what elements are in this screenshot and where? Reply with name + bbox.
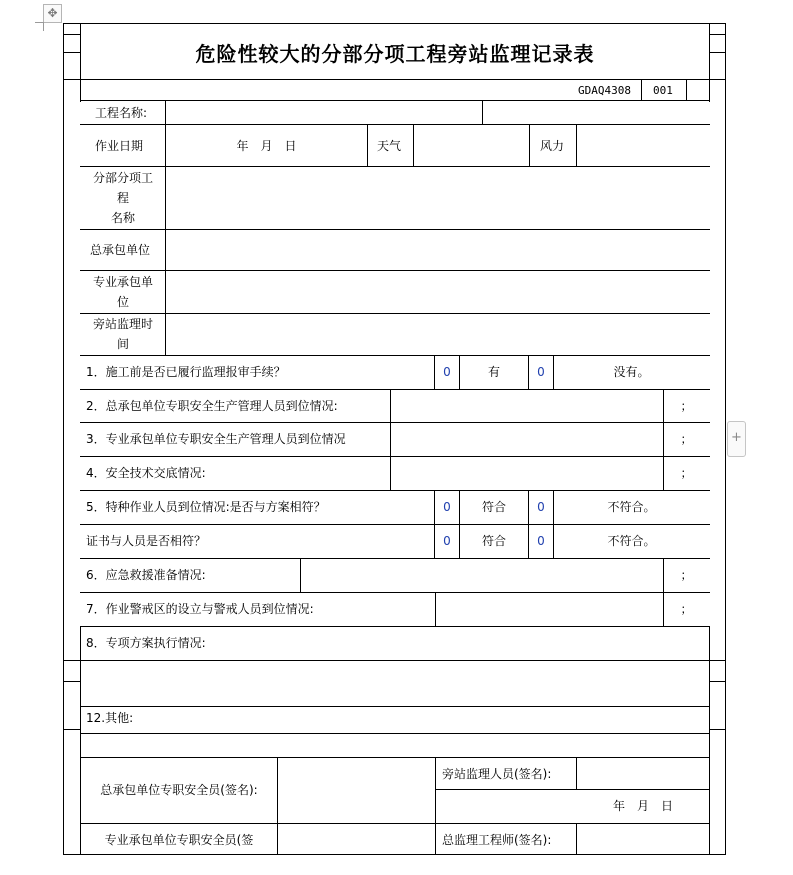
- q5-match-checkbox[interactable]: 0: [443, 500, 451, 514]
- doc-number: 001: [653, 84, 673, 97]
- question-8: 8．专项方案执行情况:: [86, 636, 206, 650]
- add-column-icon[interactable]: +: [727, 421, 746, 457]
- supervision-time-label: 旁站监理时: [92, 317, 153, 331]
- general-contractor-label: 总承包单位: [90, 243, 151, 257]
- supervision-time-field[interactable]: [166, 314, 709, 355]
- question-3: 3．专业承包单位专职安全生产管理人员到位情况: [86, 432, 346, 446]
- q1-no-checkbox[interactable]: 0: [537, 365, 545, 379]
- sub-project-label: 分部分项工: [92, 171, 153, 185]
- q6-answer-field[interactable]: [301, 559, 663, 592]
- corner-mark: [43, 22, 44, 31]
- move-table-icon[interactable]: ✥: [43, 4, 62, 23]
- q7-end-mark: ；: [680, 602, 693, 616]
- supervision-time-label-line2: 间: [116, 337, 129, 351]
- wind-field[interactable]: [577, 125, 709, 166]
- q3-end-mark: ；: [680, 432, 693, 446]
- corner-mark: [35, 22, 44, 23]
- sub-project-label-line2: 程: [116, 191, 129, 205]
- q1-yes-label: 有: [487, 365, 500, 379]
- gc-safety-signature-label: 总承包单位专职安全员(签名):: [100, 783, 258, 797]
- special-contractor-field[interactable]: [166, 271, 709, 313]
- q5-match-label: 符合: [481, 500, 506, 514]
- weather-field[interactable]: [414, 125, 529, 166]
- question-1: 1．施工前是否已履行监理报审手续？: [86, 365, 286, 379]
- sc-safety-signature-field[interactable]: [278, 824, 435, 854]
- q5-mismatch-label: 不符合。: [607, 500, 656, 514]
- q4-answer-field[interactable]: [391, 457, 663, 490]
- question-5: 5．特种作业人员到位情况:是否与方案相符？: [86, 500, 326, 514]
- q4-end-mark: ；: [680, 466, 693, 480]
- chief-engineer-signature-field[interactable]: [577, 824, 709, 854]
- q5b-mismatch-checkbox[interactable]: 0: [537, 534, 545, 548]
- work-date-label: 作业日期: [95, 139, 144, 153]
- gc-safety-signature-field[interactable]: [278, 758, 435, 823]
- q3-answer-field[interactable]: [391, 423, 663, 456]
- sub-project-label-line3: 名称: [110, 211, 135, 225]
- q8-answer-field[interactable]: [81, 661, 709, 706]
- q7-answer-field[interactable]: [436, 593, 663, 626]
- q12-answer-field[interactable]: [81, 734, 709, 757]
- site-supervisor-signature-label: 旁站监理人员(签名):: [442, 767, 552, 781]
- question-12: 12.其他:: [86, 711, 134, 725]
- special-contractor-label: 专业承包单: [92, 275, 153, 289]
- q2-end-mark: ；: [680, 399, 693, 413]
- work-date-field[interactable]: 年 月 日: [236, 139, 297, 153]
- general-contractor-field[interactable]: [166, 230, 709, 270]
- sc-safety-signature-label: 专业承包单位专职安全员(签: [104, 833, 254, 847]
- site-supervisor-signature-field[interactable]: [577, 758, 709, 789]
- q1-yes-checkbox[interactable]: 0: [443, 365, 451, 379]
- q5b-match-label: 符合: [481, 534, 506, 548]
- q5b-match-checkbox[interactable]: 0: [443, 534, 451, 548]
- question-4: 4．安全技术交底情况:: [86, 466, 206, 480]
- project-name-label: 工程名称:: [95, 106, 148, 120]
- q5b-mismatch-label: 不符合。: [607, 534, 656, 548]
- project-name-extra-field[interactable]: [483, 101, 709, 124]
- project-name-field[interactable]: [166, 101, 482, 124]
- special-contractor-label-line2: 位: [116, 295, 129, 309]
- form-title: 危险性较大的分部分项工程旁站监理记录表: [195, 42, 595, 66]
- q2-answer-field[interactable]: [391, 390, 663, 422]
- question-2: 2．总承包单位专职安全生产管理人员到位情况:: [86, 399, 338, 413]
- question-5b: 证书与人员是否相符？: [86, 534, 207, 548]
- question-6: 6．应急救援准备情况:: [86, 568, 206, 582]
- q1-no-label: 没有。: [613, 365, 650, 379]
- q5-mismatch-checkbox[interactable]: 0: [537, 500, 545, 514]
- signature-date[interactable]: 年 月 日: [612, 799, 673, 813]
- question-7: 7．作业警戒区的设立与警戒人员到位情况:: [86, 602, 314, 616]
- chief-engineer-signature-label: 总监理工程师(签名):: [442, 833, 552, 847]
- wind-label: 风力: [540, 139, 565, 153]
- doc-code: GDAQ4308: [578, 84, 631, 97]
- q6-end-mark: ；: [680, 568, 693, 582]
- sub-project-field[interactable]: [166, 167, 709, 229]
- weather-label: 天气: [377, 139, 402, 153]
